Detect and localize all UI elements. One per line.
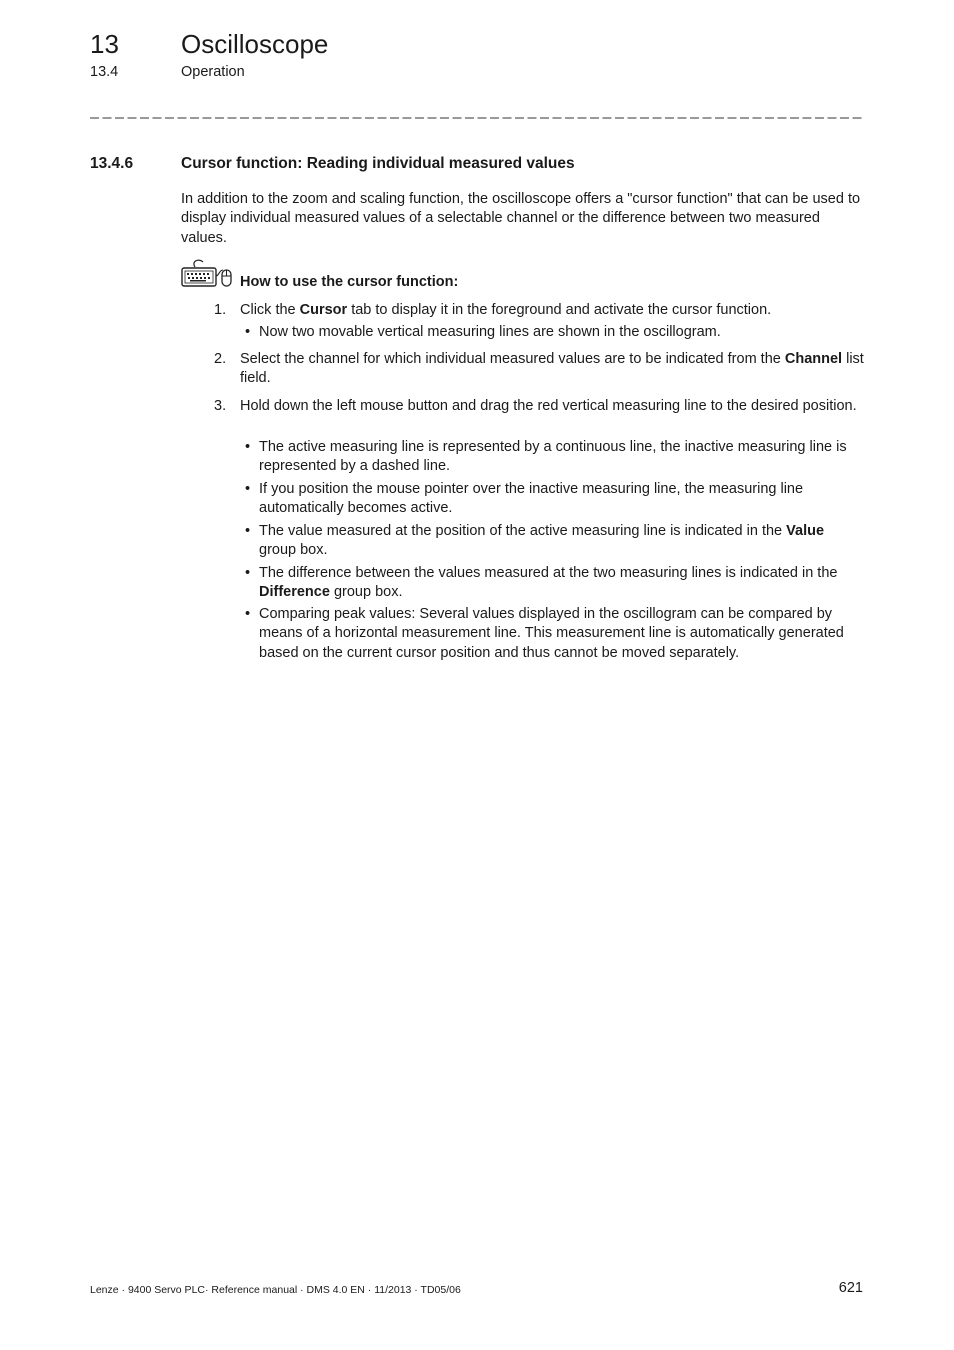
section-number: 13.4 (90, 64, 119, 80)
bullet: • (245, 324, 251, 340)
bullet-text: The difference between the values measured at the two measuring lines is indicated in the Difference group box. (259, 565, 838, 601)
page-number: 621 (838, 1280, 863, 1296)
ui-term: Value (786, 523, 825, 539)
bullet-text: Comparing peak values: Several values displayed in the oscillogram can be compared by means of a horizontal measurement line. This measurement line is automatically generated based on the current cursor position and thus cannot be moved separately. (259, 606, 844, 661)
step-number: 2. (214, 351, 227, 367)
bullet: • (245, 481, 251, 497)
bullet: • (245, 606, 251, 622)
howto-label: How to use the cursor function: (240, 274, 459, 290)
subsection-title: Cursor function: Reading individual measured values (181, 155, 575, 172)
bullet-text: Now two movable vertical measuring lines are shown in the oscillogram. (259, 324, 721, 340)
footer-text: Lenze · 9400 Servo PLC· Reference manual · DMS 4.0 EN · 11/2013 · TD05/06 (90, 1284, 461, 1296)
bullet: • (245, 565, 251, 581)
keyboard-mouse-icon (181, 258, 233, 288)
section-title: Operation (181, 64, 245, 80)
chapter-number: 13 (90, 29, 119, 59)
bullet-text: If you position the mouse pointer over the inactive measuring line, the measuring line automatically becomes active. (259, 481, 804, 517)
step-number: 3. (214, 398, 227, 414)
step-number: 1. (214, 302, 227, 318)
ui-term: Cursor (299, 302, 348, 318)
bullet: • (245, 439, 251, 455)
step-text: Hold down the left mouse button and drag the red vertical measuring line to the desired position. (240, 398, 857, 414)
chapter-title: Oscilloscope (181, 29, 329, 59)
ui-term: Channel (784, 351, 843, 367)
step-text: Select the channel for which individual measured values are to be indicated from the Channel list field. (240, 351, 864, 387)
bullet-text: The value measured at the position of the active measuring line is indicated in the Value group box. (259, 523, 825, 559)
ui-term: Difference (259, 584, 330, 601)
step-text: Click the Cursor tab to display it in the foreground and activate the cursor function. (240, 302, 772, 318)
bullet: • (245, 523, 251, 539)
intro-paragraph: In addition to the zoom and scaling function, the oscilloscope offers a "cursor function" that can be used to display individual measured values of a selectable channel or the difference between two measured values. (181, 191, 861, 246)
header-dashed-rule (90, 108, 862, 120)
subsection-number: 13.4.6 (90, 155, 134, 172)
bullet-text: The active measuring line is represented by a continuous line, the inactive measuring line is represented by a dashed line. (259, 439, 847, 475)
